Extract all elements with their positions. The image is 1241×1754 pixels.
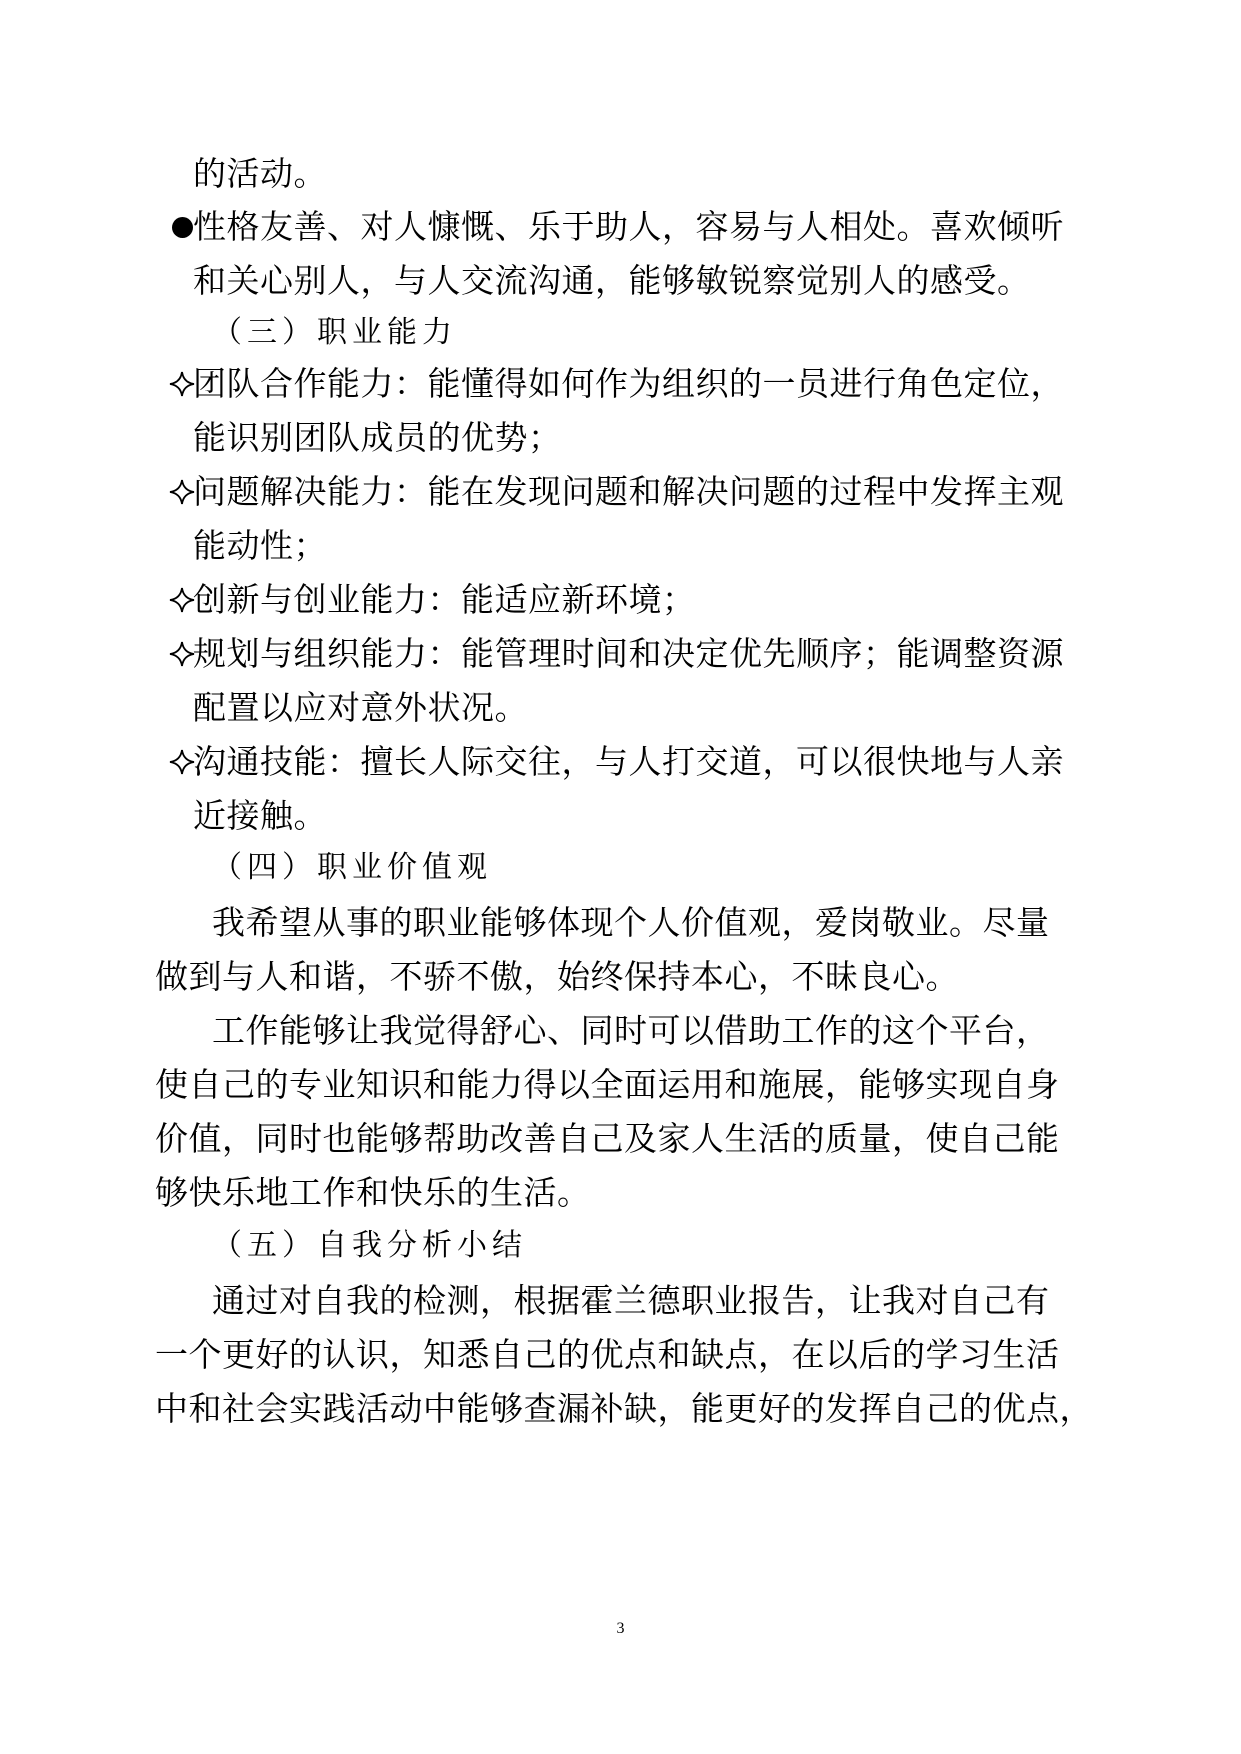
four-point-star-bullet-icon [168, 640, 196, 668]
values-para-2-line-3: 价值，同时也能够帮助改善自己及家人生活的质量，使自己能 [155, 1119, 1060, 1158]
four-point-star-bullet-icon [168, 748, 196, 776]
four-point-star-bullet-icon [168, 586, 196, 614]
four-point-star-bullet-icon [168, 478, 196, 506]
ability-item-2-line-2: 能动性； [193, 526, 327, 565]
summary-para-line-1: 通过对自我的检测，根据霍兰德职业报告，让我对自己有 [212, 1281, 1050, 1320]
ability-item-4-line-1: 规划与组织能力：能管理时间和决定优先顺序；能调整资源 [193, 634, 1064, 673]
section-5-title: （五）自我分析小结 [212, 1228, 527, 1263]
section-4-title: （四）职业价值观 [212, 850, 492, 885]
personality-line-1: 性格友善、对人慷慨、乐于助人，容易与人相处。喜欢倾听 [193, 207, 1064, 246]
filled-circle-bullet-icon [172, 217, 193, 238]
values-para-2-line-4: 够快乐地工作和快乐的生活。 [155, 1173, 591, 1212]
ability-item-4-line-2: 配置以应对意外状况。 [193, 688, 528, 727]
summary-para-line-3: 中和社会实践活动中能够查漏补缺，能更好的发挥自己的优点， [155, 1389, 1093, 1428]
ability-item-5-line-1: 沟通技能：擅长人际交往，与人打交道，可以很快地与人亲 [193, 742, 1064, 781]
continuation-text: 的活动。 [193, 154, 327, 193]
ability-item-3-line-1: 创新与创业能力：能适应新环境； [193, 580, 696, 619]
section-3-title: （三）职业能力 [212, 315, 457, 350]
summary-para-line-2: 一个更好的认识，知悉自己的优点和缺点，在以后的学习生活 [155, 1335, 1060, 1374]
four-point-star-bullet-icon [168, 370, 196, 398]
ability-item-1-line-2: 能识别团队成员的优势； [193, 418, 562, 457]
personality-line-2: 和关心别人，与人交流沟通，能够敏锐察觉别人的感受。 [193, 261, 1031, 300]
values-para-1-line-2: 做到与人和谐，不骄不傲，始终保持本心，不昧良心。 [155, 957, 959, 996]
ability-item-2-line-1: 问题解决能力：能在发现问题和解决问题的过程中发挥主观 [193, 472, 1064, 511]
ability-item-5-line-2: 近接触。 [193, 796, 327, 835]
values-para-2-line-1: 工作能够让我觉得舒心、同时可以借助工作的这个平台， [212, 1011, 1050, 1050]
values-para-1-line-1: 我希望从事的职业能够体现个人价值观，爱岗敬业。尽量 [212, 903, 1050, 942]
values-para-2-line-2: 使自己的专业知识和能力得以全面运用和施展，能够实现自身 [155, 1065, 1060, 1104]
ability-item-1-line-1: 团队合作能力：能懂得如何作为组织的一员进行角色定位， [193, 364, 1064, 403]
page-number: 3 [616, 1620, 625, 1637]
